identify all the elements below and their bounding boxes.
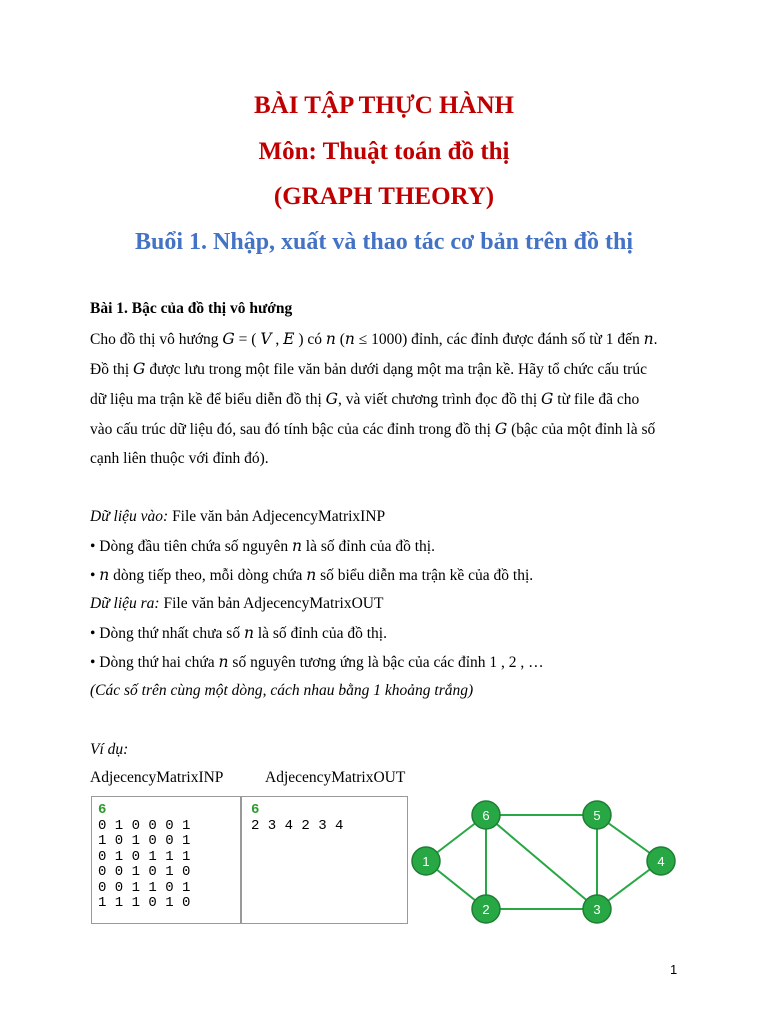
svg-text:4: 4 (657, 854, 665, 869)
svg-text:1: 1 (422, 854, 430, 869)
title-line-1: BÀI TẬP THỰC HÀNH (254, 92, 514, 119)
input-file: File văn bản AdjecencyMatrixINP (168, 508, 386, 525)
exercise-line-2: Đồ thị 𝐺 được lưu trong một file văn bản dưới dạng một ma trận kề. Hãy tổ chức cấu trúc (90, 361, 647, 378)
output-heading (90, 595, 383, 613)
output-n: 6 (251, 802, 260, 818)
graph-node-1 (412, 847, 440, 875)
example-inp-name: AdjecencyMatrixINP (90, 769, 224, 786)
matrix-row: 0 1 0 1 1 1 (98, 848, 191, 865)
example-label: Ví dụ: (90, 741, 129, 758)
svg-text:6: 6 (482, 808, 490, 823)
exercise-line-3: dữ liệu ma trận kề để biểu diễn đồ thị 𝐺, và viết chương trình đọc đồ thị 𝐺 từ file đã cho (90, 391, 640, 408)
example-out-name: AdjecencyMatrixOUT (265, 769, 406, 786)
input-n: 6 (98, 802, 107, 818)
input-bullet-1: • Dòng đầu tiên chứa số nguyên 𝑛 là số đỉnh của đồ thị. (90, 538, 435, 555)
input-label: Dữ liệu vào: (90, 508, 169, 525)
input-file-box (91, 796, 241, 924)
output-bullet-2: • Dòng thứ hai chứa 𝑛 số nguyên tương ứng là bậc của các đỉnh 1 , 2 , … (90, 654, 544, 671)
degree-list: 2 3 4 2 3 4 (251, 817, 344, 834)
svg-text:3: 3 (593, 902, 601, 917)
input-bullet-2: • 𝑛 dòng tiếp theo, mỗi dòng chứa 𝑛 số biểu diễn ma trận kề của đồ thị. (90, 567, 534, 584)
svg-text:5: 5 (593, 808, 601, 823)
graph-node-3 (583, 895, 611, 923)
graph-node-2 (472, 895, 500, 923)
matrix-row: 0 0 1 0 1 0 (98, 864, 191, 880)
exercise-line-4: vào cấu trúc dữ liệu đó, sau đó tính bậc của các đỉnh trong đồ thị 𝐺 (bậc của một đỉnh là số (90, 421, 656, 438)
graph-figure (404, 792, 698, 928)
output-label: Dữ liệu ra: (90, 595, 160, 612)
output-file: File văn bản AdjecencyMatrixOUT (159, 595, 384, 612)
exercise-title: Bài 1. Bậc của đồ thị vô hướng (90, 300, 293, 317)
output-file-box (241, 796, 408, 924)
session-heading: Buổi 1. Nhập, xuất và thao tác cơ bản trên đồ thị (134, 229, 633, 255)
graph-node-5 (583, 801, 611, 829)
output-note: (Các số trên cùng một dòng, cách nhau bằng 1 khoảng trắng) (90, 682, 474, 699)
exercise-line-1: Cho đồ thị vô hướng 𝐺 = ( 𝑉 , 𝐸 ) có 𝑛 (𝑛 ≤ 1000) đỉnh, các đỉnh được đánh số từ 1 đến 𝑛. (90, 331, 658, 348)
title-line-2: Môn: Thuật toán đồ thị (258, 138, 510, 165)
matrix-row: 1 1 1 0 1 0 (98, 895, 191, 911)
edge-6-3 (486, 815, 597, 909)
title-line-3: (GRAPH THEORY) (273, 183, 495, 210)
svg-text:2: 2 (482, 902, 490, 917)
matrix-row: 0 1 0 0 0 1 (98, 817, 191, 834)
graph-node-4 (647, 847, 675, 875)
exercise-line-5: cạnh liên thuộc với đỉnh đó). (90, 450, 269, 467)
graph-node-6 (472, 801, 500, 829)
matrix-row: 0 0 1 1 0 1 (98, 879, 191, 896)
output-bullet-1: • Dòng thứ nhất chưa số 𝑛 là số đỉnh của đồ thị. (90, 625, 387, 642)
input-heading (90, 508, 385, 526)
matrix-row: 1 0 1 0 0 1 (98, 833, 191, 849)
page-number: 1 (670, 962, 678, 977)
